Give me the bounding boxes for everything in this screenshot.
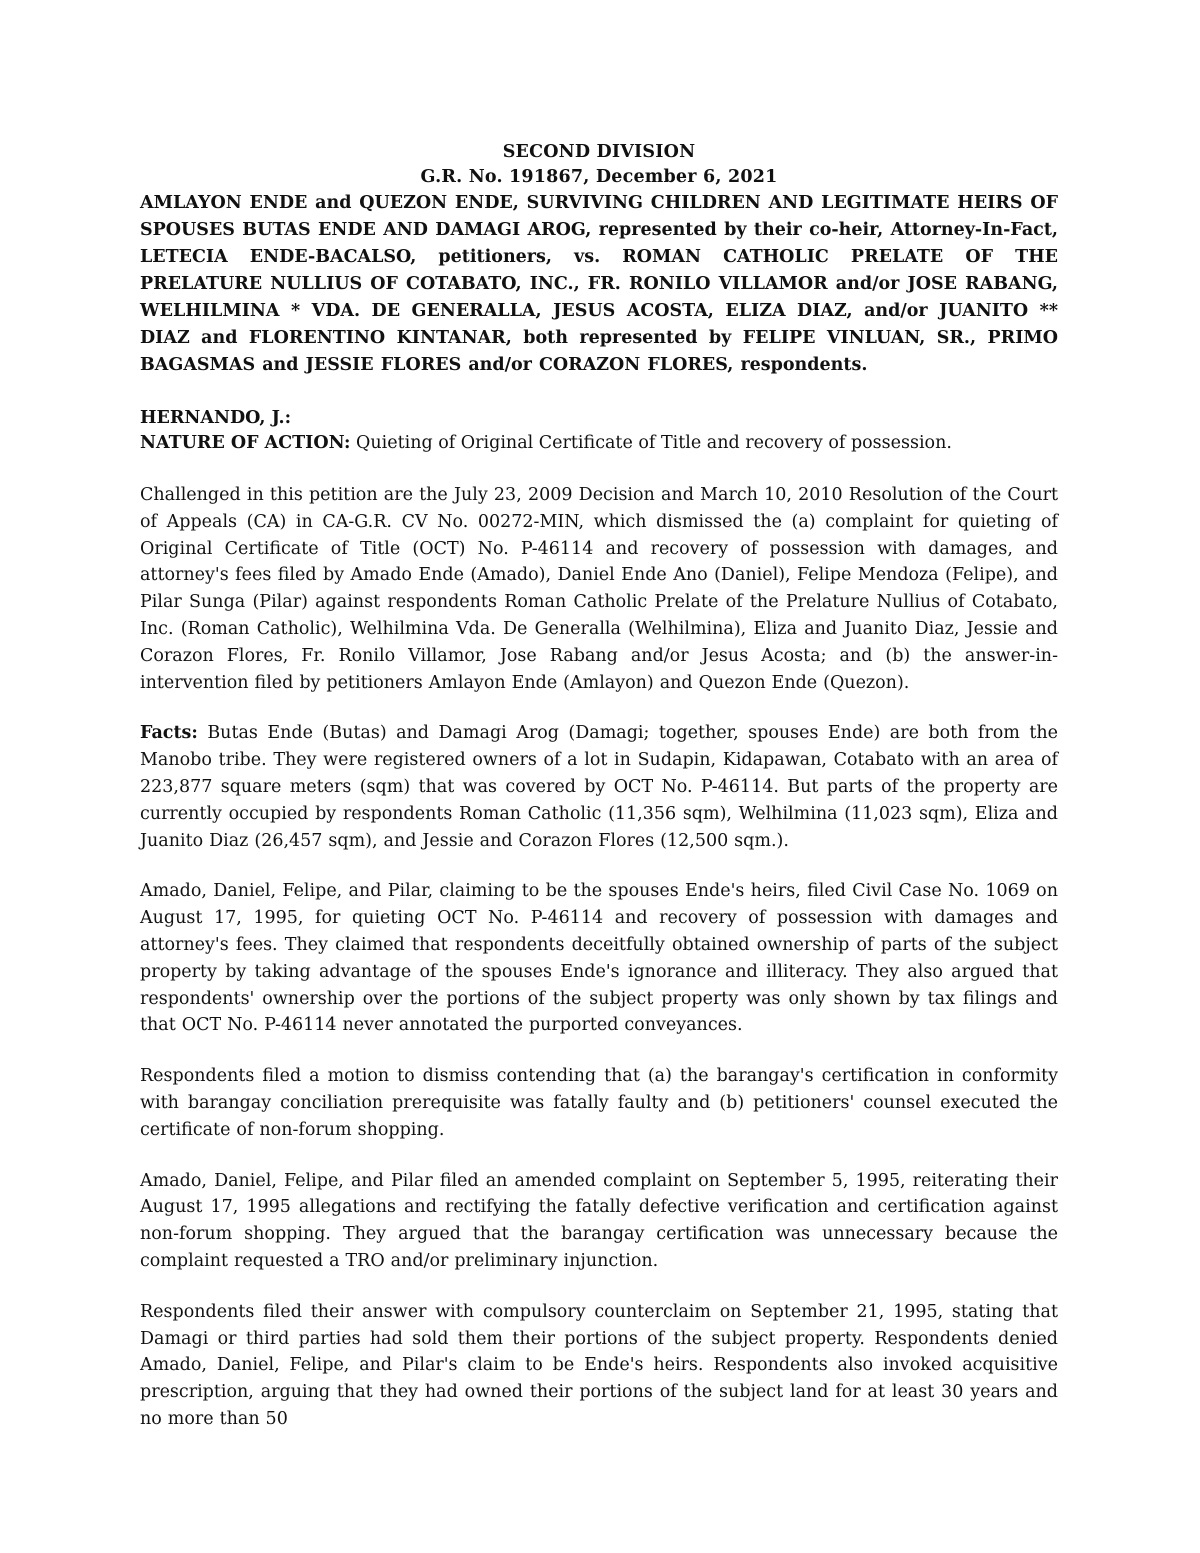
ponente: HERNANDO, J.: [140,408,292,428]
facts-label: Facts: [140,723,198,744]
nature-text: Quieting of Original Certificate of Title and recovery of possession. [350,433,952,453]
paragraph-civil-case: Amado, Daniel, Felipe, and Pilar, claiming to be the spouses Ende's heirs, filed Civil Case No. 1069 on August 17, 1995, for quieting OCT No. P-46114 and recovery of possession with damages and attorney's fees. They claimed that respondents deceitfully obtained ownership of parts of the subject property by taking advantage of the spouses Ende's ignorance and illiteracy. They also argued that respondents' ownership over the portions of the subject property was only shown by tax filings and that OCT No. P-46114 never annotated the purported conveyances. [140,881,1058,1036]
case-number: G.R. No. 191867, December 6, 2021 [420,167,778,187]
paragraph-motion-to-dismiss: Respondents filed a motion to dismiss contending that (a) the barangay's certification in conformity with barangay conciliation prerequisite was fatally faulty and (b) petitioners' counsel executed the certificate of non-forum shopping. [140,1066,1058,1140]
paragraph-amended-complaint: Amado, Daniel, Felipe, and Pilar filed an amended complaint on September 5, 1995, reiterating their August 17, 1995 allegations and rectifying the fatally defective verification and certification against non-forum shopping. They argued that the barangay certification was unnecessary because the complaint requested a TRO and/or preliminary injunction. [140,1170,1058,1271]
case-caption: AMLAYON ENDE and QUEZON ENDE, SURVIVING CHILDREN AND LEGITIMATE HEIRS OF SPOUSES BUTAS ENDE AND DAMAGI AROG, represented by their co-heir, Attorney-In-Fact, LETECIA ENDE-BACALSO, petitioners, vs. ROMAN CATHOLIC PRELATE OF THE PRELATURE NULLIUS OF COTABATO, INC., FR. RONILO VILLAMOR and/or JOSE RABANG, WELHILMINA * VDA. DE GENERALLA, JESUS ACOSTA, ELIZA DIAZ, and/or JUANITO ** DIAZ and FLORENTINO KINTANAR, both represented by FELIPE VINLUAN, SR., PRIMO BAGASMAS and JESSIE FLORES and/or CORAZON FLORES, respondents. [140,193,1058,375]
paragraph-facts [140,720,1058,854]
paragraph-challenged: Challenged in this petition are the July 23, 2009 Decision and March 10, 2010 Resolution of the Court of Appeals (CA) in CA-G.R. CV No. 00272-MIN, which dismissed the (a) complaint for quieting of Original Certificate of Title (OCT) No. P-46114 and recovery of possession with damages, and attorney's fees filed by Amado Ende (Amado), Daniel Ende Ano (Daniel), Felipe Mendoza (Felipe), and Pilar Sunga (Pilar) against respondents Roman Catholic Prelate of the Prelature Nullius of Cotabato, Inc. (Roman Catholic), Welhilmina Vda. De Generalla (Welhilmina), Eliza and Juanito Diaz, Jessie and Corazon Flores, Fr. Ronilo Villamor, Jose Rabang and/or Jesus Acosta; and (b) the answer-in-intervention filed by petitioners Amlayon Ende (Amlayon) and Quezon Ende (Quezon). [140,485,1058,693]
document-body [140,140,1058,1433]
nature-label: NATURE OF ACTION: [140,433,351,453]
nature-of-action [140,431,1058,456]
facts-text: Butas Ende (Butas) and Damagi Arog (Damagi; together, spouses Ende) are both from the Manobo tribe. They were registered owners of a lot in Sudapin, Kidapawan, Cotabato with an area of 223,877 square meters (sqm) that was covered by OCT No. P-46114. But parts of the property are currently occupied by respondents Roman Catholic (11,356 sqm), Welhilmina (11,023 sqm), Eliza and Juanito Diaz (26,457 sqm), and Jessie and Corazon Flores (12,500 sqm.). [140,723,1058,851]
paragraph-answer: Respondents filed their answer with compulsory counterclaim on September 21, 1995, stating that Damagi or third parties had sold them their portions of the subject property. Respondents denied Amado, Daniel, Felipe, and Pilar's claim to be Ende's heirs. Respondents also invoked acquisitive prescription, arguing that they had owned their portions of the subject land for at least 30 years and no more than 50 [140,1301,1058,1429]
division-heading: SECOND DIVISION [502,142,696,162]
